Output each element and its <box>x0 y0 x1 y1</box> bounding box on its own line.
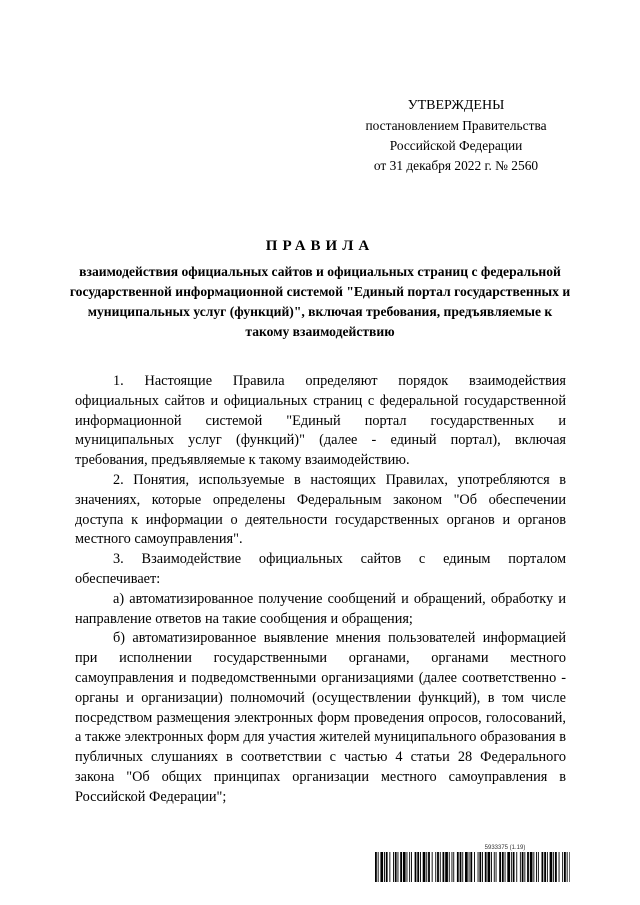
barcode-bar <box>507 852 510 882</box>
barcode-bar <box>513 852 515 882</box>
barcode-bar <box>469 852 470 882</box>
barcode-bar <box>482 852 483 882</box>
barcode-bar <box>496 852 497 882</box>
barcode-bar <box>559 852 560 882</box>
paragraph-3a: а) автоматизированное получение сообщений и обращений, обработку и направление ответов на такие сообщения и обращения; <box>75 590 566 627</box>
barcode-bar <box>449 852 450 882</box>
barcode-bar <box>411 852 412 882</box>
barcode-bar <box>533 852 534 882</box>
barcode-bar <box>378 852 379 882</box>
barcode-bar <box>569 852 570 882</box>
barcode-bar <box>462 852 463 882</box>
approval-line-2: Российской Федерации <box>389 138 523 153</box>
barcode-bar <box>407 852 408 882</box>
document-subtitle: взаимодействия официальных сайтов и официальных страниц с федеральной государственной информационной системой "Единый портал государственных и муниципальных услуг (функций)", включая требования, предъявляемые к такому взаимодействию <box>69 264 571 339</box>
barcode-bar <box>415 852 417 882</box>
barcode-bar <box>474 852 475 882</box>
paragraph-3: 3. Взаимодействие официальных сайтов с единым порталом обеспечивает: <box>75 551 566 587</box>
barcode-bar <box>423 852 426 882</box>
barcode-bar <box>437 852 439 882</box>
barcode-bar <box>544 852 546 882</box>
barcode-bar <box>555 852 557 882</box>
barcode-bar <box>420 852 421 882</box>
barcode-bar <box>400 852 402 882</box>
barcode-bar <box>445 852 448 882</box>
barcode-bar <box>516 852 517 882</box>
barcode-bar <box>432 852 433 882</box>
barcode-bar <box>460 852 462 882</box>
approval-block <box>340 96 572 176</box>
barcode-bar <box>465 852 468 882</box>
document-body <box>75 372 566 808</box>
barcode-bar <box>470 852 472 882</box>
barcode-bar <box>440 852 441 882</box>
barcode-bar <box>409 852 410 882</box>
barcode-bar <box>550 852 553 882</box>
paragraph-3b: б) автоматизированное выявление мнения пользователей информацией при исполнении государственными органами, органами местного самоуправления и подведомственными организациями (далее соответственно - органы и организации) полномочий (осуществлении функций), в том числе посредством размещения электронных форм проведения опросов, голосований, а также электронных форм для участия жителей муниципального образования в публичных слушаниях в соответствии с частью 4 статьи 28 Федерального закона "Об общих принципах организации местного самоуправления в Российской Федерации"; <box>75 630 566 805</box>
barcode-bar <box>499 852 501 882</box>
barcode-bar <box>389 852 390 882</box>
barcode-bar <box>505 852 506 882</box>
barcode-bar <box>530 852 533 882</box>
barcode-bar <box>542 852 544 882</box>
barcode-bar <box>488 852 491 882</box>
barcode-image <box>375 852 570 882</box>
barcode-bar <box>452 852 453 882</box>
paragraph-2: 2. Понятия, используемые в настоящих Правилах, употребляются в значениях, которые определены Федеральным законом "Об обеспечении доступа к информации о деятельности государственных органов и органов местного самоуправления". <box>75 471 566 548</box>
barcode-bar <box>491 852 492 882</box>
barcode-bar <box>553 852 554 882</box>
barcode-bar <box>403 852 406 882</box>
approval-heading: УТВЕРЖДЕНЫ <box>407 98 505 113</box>
barcode-bar <box>502 852 504 882</box>
barcode-bar <box>564 852 566 882</box>
barcode-bar <box>522 852 524 882</box>
barcode-bar <box>520 852 521 882</box>
barcode-bar <box>443 852 445 882</box>
barcode-bar <box>524 852 525 882</box>
barcode-bar <box>511 852 512 882</box>
barcode-bar <box>426 852 427 882</box>
barcode-bar <box>428 852 430 882</box>
approval-line-3: от 31 декабря 2022 г. № 2560 <box>373 158 539 173</box>
barcode-bar <box>457 852 459 882</box>
barcode-bar <box>380 852 383 882</box>
barcode-bar <box>485 852 487 882</box>
barcode-bar <box>478 852 479 882</box>
barcode-bar <box>398 852 399 882</box>
barcode-bar <box>547 852 548 882</box>
barcode-bar <box>453 852 454 882</box>
barcode-bar <box>479 852 481 882</box>
document-title: ПРАВИЛА <box>265 238 375 254</box>
barcode-bar <box>527 852 529 882</box>
barcode-bar <box>494 852 495 882</box>
barcode-bar <box>384 852 385 882</box>
barcode-bar <box>393 852 394 882</box>
barcode-bar <box>386 852 388 882</box>
barcode-bar <box>435 852 436 882</box>
barcode-bar <box>395 852 397 882</box>
barcode-bar <box>562 852 563 882</box>
barcode-bar <box>567 852 568 882</box>
barcode-bar <box>536 852 537 882</box>
barcode-bar <box>417 852 419 882</box>
approval-line-1: постановлением Правительства <box>365 118 547 133</box>
barcode-label: 5933375 (1.19) <box>484 845 526 851</box>
paragraph-1: 1. Настоящие Правила определяют порядок взаимодействия официальных сайтов и официальных страниц с федеральной государственной информационной системой "Единый портал государственных и муниципальных услуг (функций)" (далее - единый портал), включая требования, предъявляемые к такому взаимодействию. <box>75 373 566 469</box>
barcode-bar <box>375 852 377 882</box>
barcode-bar <box>538 852 539 882</box>
